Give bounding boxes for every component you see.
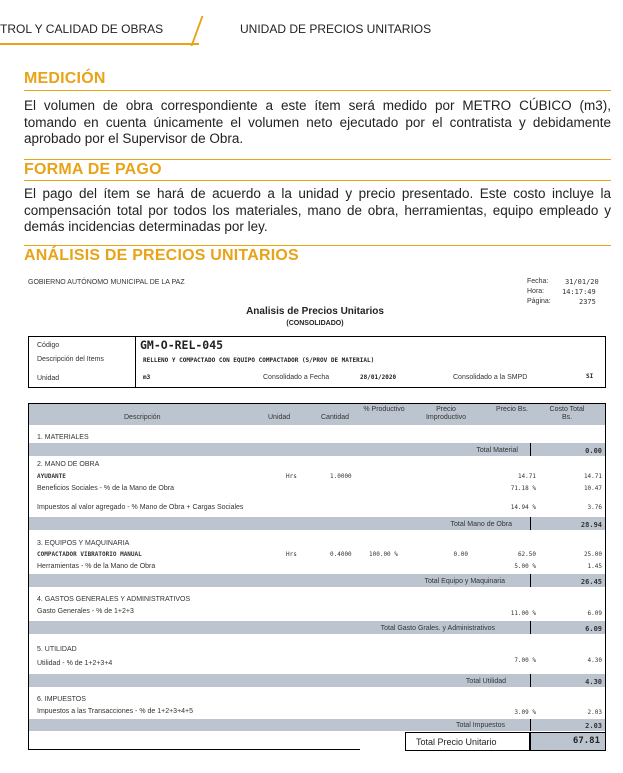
grand-total-gap [360, 731, 410, 751]
materiales-title: 1. MATERIALES [37, 434, 89, 441]
mano-obra-total-label: Total Mano de Obra [450, 521, 512, 528]
consol-fecha-value: 28/01/2020 [360, 374, 397, 381]
th-unidad: Unidad [268, 414, 291, 421]
eq-r1-total: 25.00 [583, 551, 602, 558]
unidad-label: Unidad [37, 375, 60, 382]
entity-name: GOBIERNO AUTÓNOMO MUNICIPAL DE LA PAZ [28, 279, 185, 286]
consol-smpd-value: SI [586, 373, 594, 380]
eq-r1-pct: 100.00 % [369, 551, 398, 558]
equipos-total-divider [530, 574, 531, 587]
medicion-title: MEDICIÓN [24, 70, 106, 87]
gastos-total: 6.09 [585, 625, 602, 633]
codigo-label: Código [37, 342, 60, 349]
mo-r1-desc: AYUDANTE [37, 473, 66, 480]
impuestos-total-label: Total Impuestos [455, 722, 505, 729]
eq-r1-improd: 0.00 [453, 551, 468, 558]
th-pct-productivo: % Productivo [363, 406, 405, 413]
pago-rule [24, 180, 611, 181]
mano-obra-total: 28.94 [580, 521, 602, 529]
utilidad-r1-desc: Utilidad - % de 1+2+3+4 [37, 660, 113, 667]
medicion-rule [24, 90, 611, 91]
eq-r2-precio: 5.00 % [514, 563, 536, 570]
materiales-total-divider [530, 443, 531, 456]
mo-r2-desc: Beneficios Sociales - % de la Mano de Obra [37, 485, 174, 492]
mo-r1-unidad: Hrs [286, 473, 297, 480]
grand-total-label: Total Precio Unitario [416, 737, 497, 747]
item-info-divider [135, 336, 136, 388]
consol-fecha-label: Consolidado a Fecha [263, 374, 330, 381]
materiales-total: 0.00 [585, 447, 602, 455]
utilidad-title: 5. UTILIDAD [37, 646, 77, 653]
eq-r1-precio: 62.50 [517, 551, 536, 558]
pago-rule-top [24, 159, 611, 160]
utilidad-total-label: Total Utilidad [465, 678, 506, 685]
impuestos-r1-total: 2.03 [587, 709, 602, 716]
th-precio-improductivo: Precio Improductivo [425, 406, 467, 421]
medicion-text: El volumen de obra correspondiente a este ítem será medido por METRO CÚBICO (m3), tomando en cuenta únicamente el volumen neto ejecutado por el contratista y debidamente aprobado por el Supervisor de Obra. [24, 98, 611, 146]
impuestos-total: 2.03 [585, 722, 602, 730]
utilidad-total: 4.30 [585, 678, 602, 686]
th-precio-bs: Precio Bs. [496, 406, 528, 413]
gastos-r1-precio: 11.00 % [510, 610, 536, 617]
mo-r2-total: 10.47 [583, 485, 602, 492]
eq-r2-total: 1.45 [587, 563, 602, 570]
materiales-total-band [29, 443, 605, 456]
eq-r1-desc: COMPACTADOR VIBRATORIO MANUAL [37, 551, 142, 558]
mo-r2-precio: 71.18 % [510, 485, 536, 492]
impuestos-total-band [29, 719, 605, 731]
codigo-value: GM-O-REL-045 [140, 338, 224, 352]
pagina-label: Página: [527, 298, 551, 305]
impuestos-title: 6. IMPUESTOS [37, 696, 86, 703]
desc-value: RELLENO Y COMPACTADO CON EQUIPO COMPACTADOR (S/PROV DE MATERIAL) [143, 357, 375, 364]
header-divider [191, 16, 204, 46]
header-right-title: UNIDAD DE PRECIOS UNITARIOS [240, 22, 432, 36]
fecha-label: Fecha: [527, 278, 549, 285]
grand-total-value: 67.81 [572, 736, 600, 746]
report-title: Analisis de Precios Unitarios [246, 306, 384, 317]
mano-obra-total-divider [530, 517, 531, 530]
equipos-total-band [29, 574, 605, 587]
hora-value: 14:17:49 [562, 288, 596, 296]
mo-r3-total: 3.76 [587, 504, 602, 511]
th-descripcion: Descripción [124, 414, 161, 421]
materiales-total-label: Total Material [476, 447, 518, 454]
eq-r2-desc: Herramientas - % de la Mano de Obra [37, 563, 156, 570]
gastos-total-label: Total Gasto Grales. y Administrativos [380, 625, 495, 632]
eq-r1-unidad: Hrs [286, 551, 297, 558]
mo-r1-precio: 14.71 [517, 473, 536, 480]
mano-obra-total-band [29, 517, 605, 530]
mano-obra-title: 2. MANO DE OBRA [37, 461, 100, 468]
header-underline [0, 43, 199, 45]
unidad-value: m3 [143, 374, 151, 381]
impuestos-total-divider [530, 719, 531, 731]
equipos-total: 26.45 [580, 578, 602, 586]
mo-r3-precio: 14.94 % [510, 504, 536, 511]
mo-r1-cantidad: 1.0000 [330, 473, 352, 480]
gastos-r1-total: 6.09 [587, 610, 602, 617]
equipos-total-label: Total Equipo y Maquinaria [424, 578, 505, 585]
analisis-rule-top [24, 245, 611, 246]
gastos-title: 4. GASTOS GENERALES Y ADMINISTRATIVOS [37, 596, 191, 603]
eq-r1-cantidad: 0.4000 [330, 551, 352, 558]
gastos-total-band [29, 621, 605, 634]
mo-r1-total: 14.71 [583, 473, 602, 480]
equipos-title: 3. EQUIPOS Y MAQUINARIA [37, 540, 130, 547]
report-subtitle: (CONSOLIDADO) [286, 320, 344, 327]
pago-title: FORMA DE PAGO [24, 161, 162, 178]
fecha-value: 31/01/20 [565, 278, 599, 286]
gastos-r1-desc: Gasto Generales - % de 1+2+3 [37, 608, 134, 615]
impuestos-r1-desc: Impuestos a las Transacciones - % de 1+2+3+4+5 [37, 708, 194, 715]
pagina-value: 2375 [579, 298, 596, 306]
pago-text: El pago del ítem se hará de acuerdo a la unidad y precio presentado. Este costo incluye la compensación total por todos los materiales, mano de obra, herramientas, equipo empleado y demás incidencias determinadas por ley. [24, 186, 611, 234]
header-left-title: TROL Y CALIDAD DE OBRAS [0, 22, 164, 36]
consol-smpd-label: Consolidado a la SMPD [453, 374, 528, 381]
utilidad-total-divider [530, 674, 531, 687]
utilidad-r1-precio: 7.00 % [514, 657, 536, 664]
th-costo-total: Costo Total Bs. [549, 406, 585, 421]
utilidad-total-band [29, 674, 605, 687]
analisis-title: ANÁLISIS DE PRECIOS UNITARIOS [24, 247, 299, 264]
gastos-total-divider [530, 621, 531, 634]
hora-label: Hora: [527, 288, 545, 295]
mo-r3-desc: Impuestos al valor agregado - % Mano de Obra + Cargas Sociales [37, 504, 244, 511]
th-cantidad: Cantidad [321, 414, 350, 421]
impuestos-r1-precio: 3.09 % [514, 709, 536, 716]
desc-label: Descripción del Items [37, 356, 104, 363]
utilidad-r1-total: 4.30 [587, 657, 602, 664]
